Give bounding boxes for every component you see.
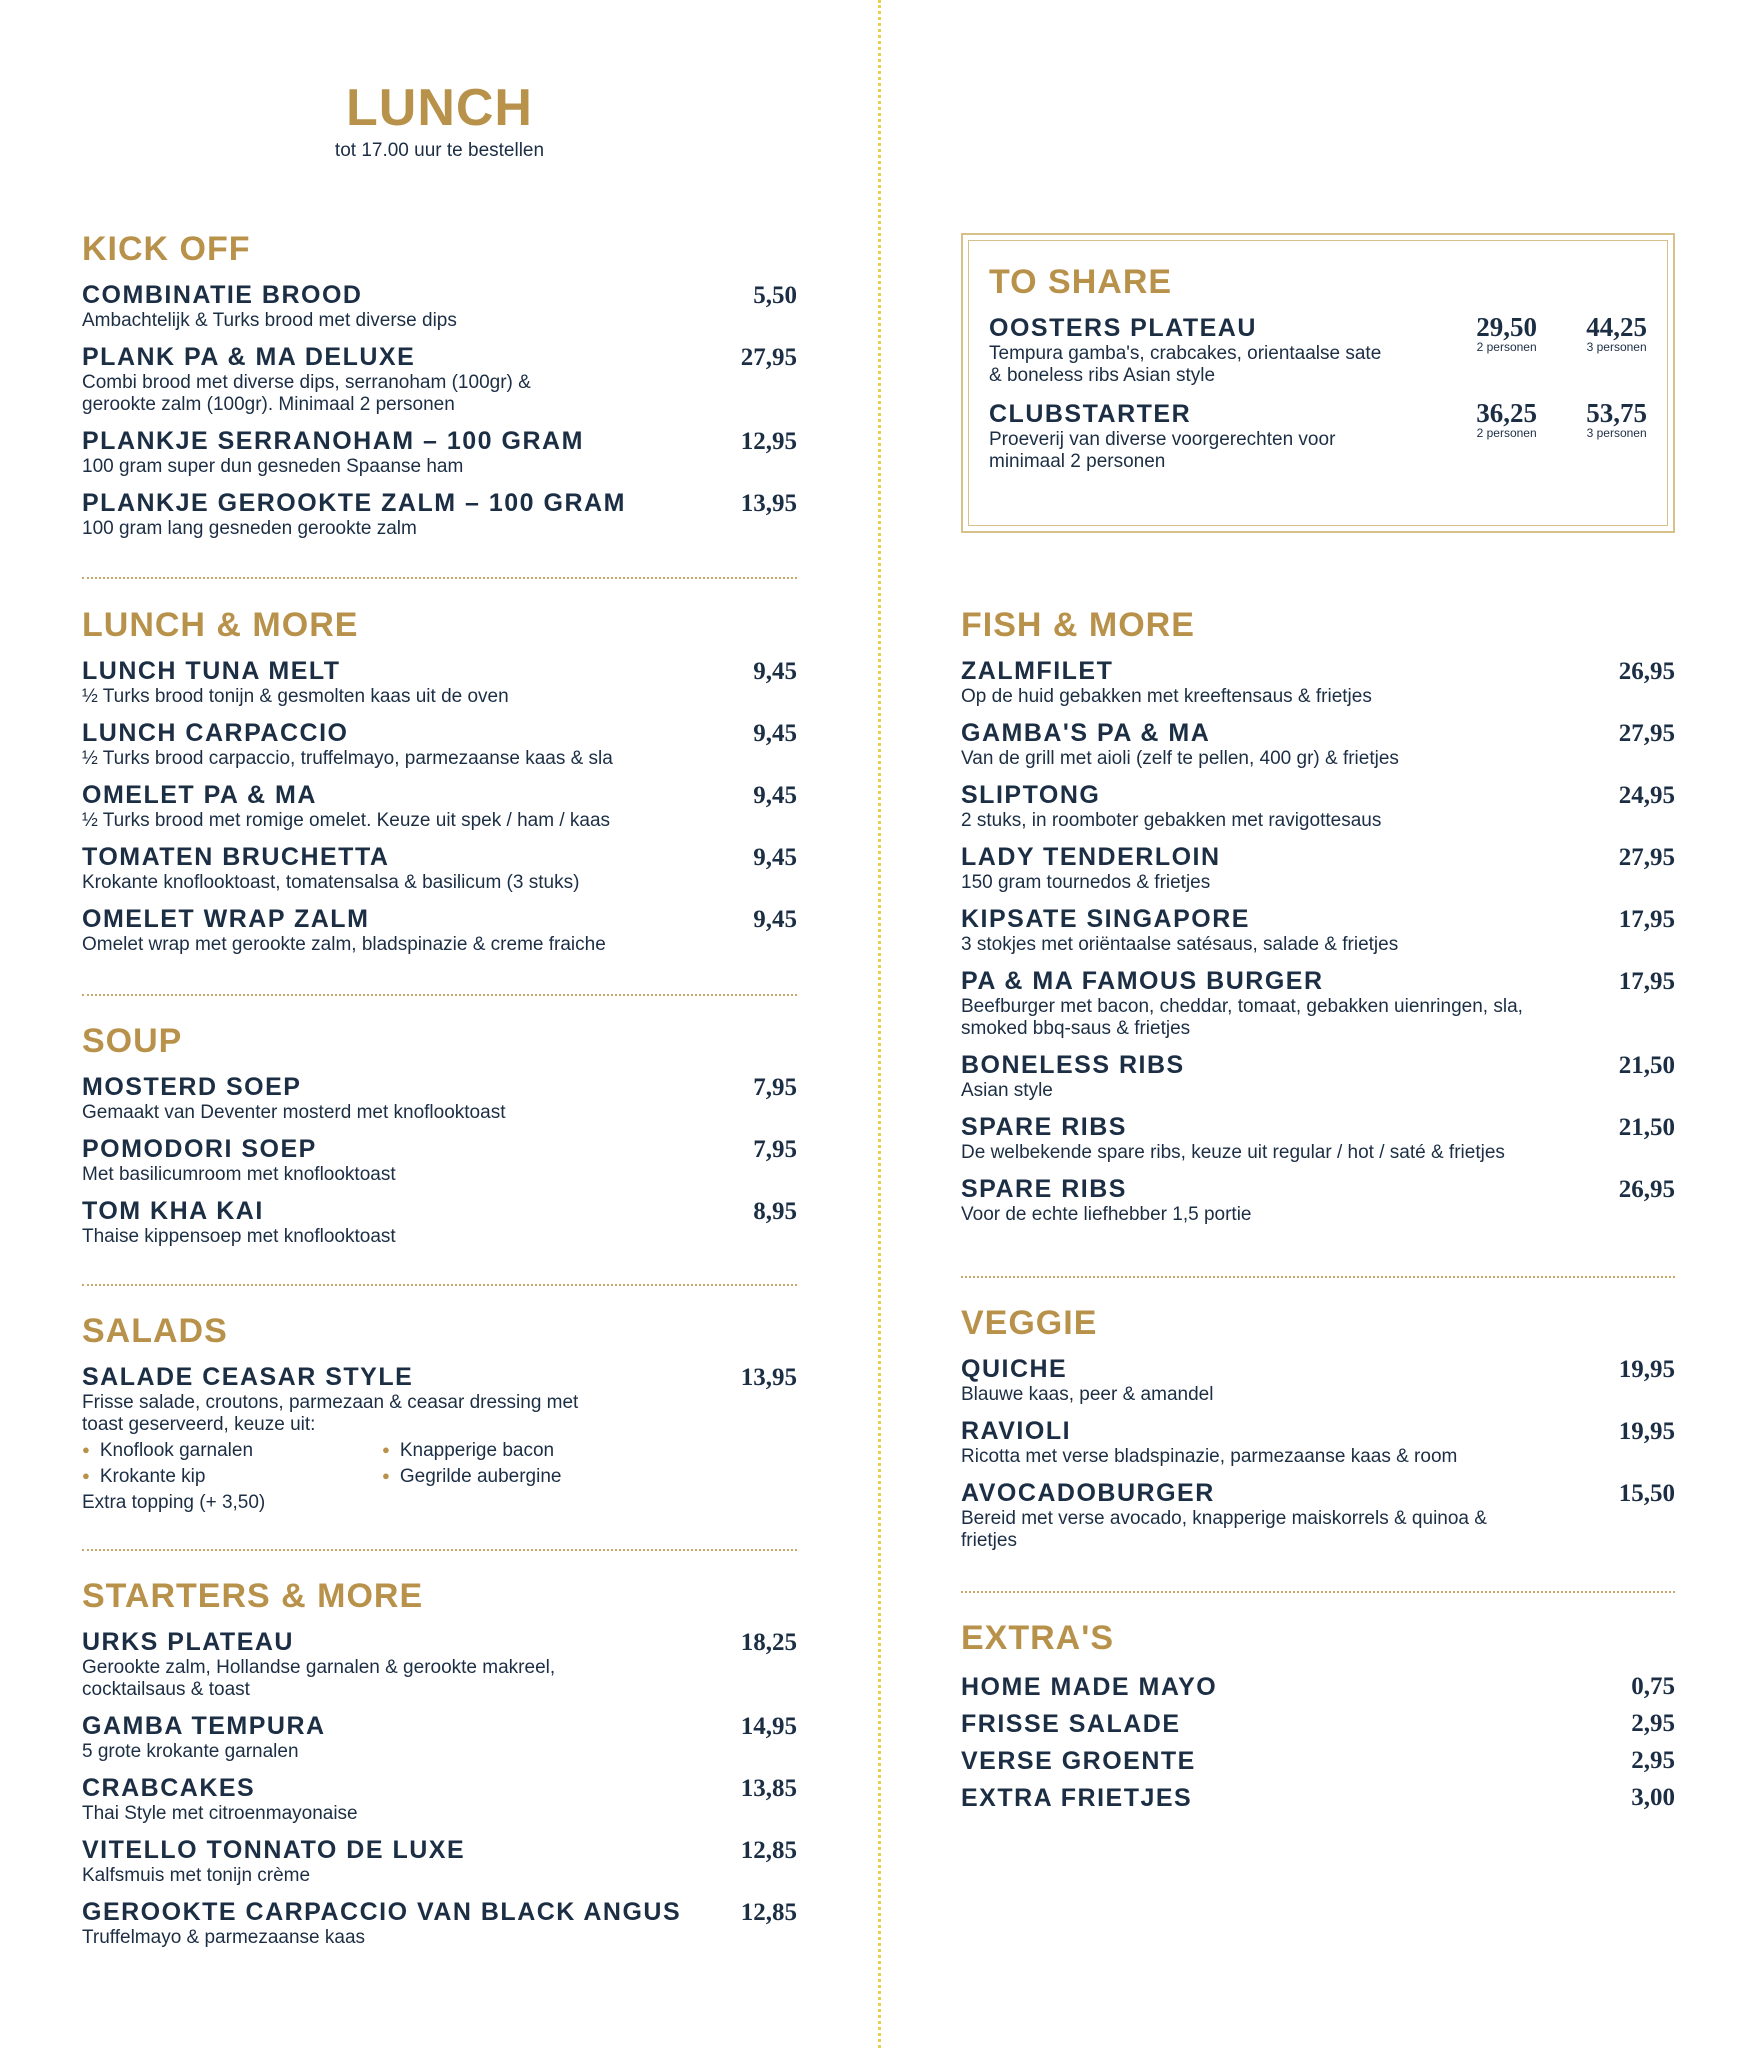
item-name: SPARE RIBS: [961, 1175, 1127, 1203]
item-price: 19,95: [1618, 1356, 1675, 1383]
menu-item: [961, 1354, 1675, 1406]
item-name: COMBINATIE BROOD: [82, 281, 363, 309]
menu-item: [961, 904, 1675, 956]
item-description: ½ Turks brood met romige omelet. Keuze uit spek / ham / kaas: [82, 810, 611, 831]
extra-item: [961, 1706, 1675, 1743]
item-name: VERSE GROENTE: [961, 1747, 1196, 1775]
persons-label: 3 personen: [1586, 426, 1647, 440]
item-price: 12,85: [740, 1837, 797, 1864]
item-price: 19,95: [1618, 1418, 1675, 1445]
section-title: VEGGIE: [961, 1304, 1098, 1342]
menu-item: [961, 718, 1675, 770]
item-description: Asian style: [961, 1080, 1053, 1101]
menu-item: [989, 399, 1647, 473]
item-name: KIPSATE SINGAPORE: [961, 905, 1250, 933]
item-price: 13,85: [740, 1775, 797, 1802]
item-price: 53,75: [1586, 398, 1647, 428]
extra-topping-note: Extra topping (+ 3,50): [82, 1492, 266, 1513]
section-starters-more: [82, 1579, 797, 1959]
item-description: Truffelmayo & parmezaanse kaas: [82, 1927, 366, 1948]
item-description: Gemaakt van Deventer mosterd met knoflooktoast: [82, 1102, 506, 1123]
menu-item: [989, 313, 1647, 387]
section-veggie: [961, 1306, 1675, 1562]
item-name: URKS PLATEAU: [82, 1628, 294, 1656]
item-description: 2 stuks, in roomboter gebakken met ravigottesaus: [961, 810, 1382, 831]
menu-item: [82, 1773, 797, 1825]
item-name: HOME MADE MAYO: [961, 1673, 1218, 1701]
item-price: 14,95: [740, 1713, 797, 1740]
item-price: 2,95: [1631, 1710, 1675, 1737]
item-price: 18,25: [740, 1629, 797, 1656]
item-description: Van de grill met aioli (zelf te pellen, 400 gr) & frietjes: [961, 748, 1399, 769]
section-title: SALADS: [82, 1312, 228, 1350]
item-description: De welbekende spare ribs, keuze uit regular / hot / saté & frietjes: [961, 1142, 1505, 1163]
extra-item: [961, 1743, 1675, 1780]
section-to-share: [989, 265, 1647, 485]
menu-item: [82, 656, 797, 708]
item-description: Voor de echte liefhebber 1,5 portie: [961, 1204, 1252, 1225]
item-description: Thai Style met citroenmayonaise: [82, 1803, 358, 1824]
item-description: Op de huid gebakken met kreeftensaus & frietjes: [961, 686, 1372, 707]
item-name: QUICHE: [961, 1355, 1068, 1383]
item-price: 8,95: [753, 1198, 797, 1225]
section-fish-more: [961, 608, 1675, 1236]
item-description: Thaise kippensoep met knoflooktoast: [82, 1226, 396, 1247]
item-price: 5,50: [753, 282, 797, 309]
item-price: 26,95: [1618, 1176, 1675, 1203]
persons-label: 3 personen: [1586, 340, 1647, 354]
item-name: LUNCH CARPACCIO: [82, 719, 349, 747]
menu-item: [82, 780, 797, 832]
section-title: EXTRA'S: [961, 1619, 1114, 1657]
item-description: Combi brood met diverse dips, serranoham (100gr) & gerookte zalm (100gr). Minimaal 2 personen: [82, 372, 531, 415]
item-name: GAMBA'S PA & MA: [961, 719, 1211, 747]
section-divider: [82, 994, 797, 996]
menu-item: [961, 1112, 1675, 1164]
section-divider: [82, 1284, 797, 1286]
item-price: 9,45: [753, 844, 797, 871]
item-price: 44,25: [1586, 312, 1647, 342]
topping-options: [82, 1438, 797, 1490]
item-description: Tempura gamba's, crabcakes, orientaalse sate & boneless ribs Asian style: [989, 343, 1382, 386]
menu-item: [82, 488, 797, 540]
item-description: Frisse salade, croutons, parmezaan & ceasar dressing met toast geserveerd, keuze uit:: [82, 1392, 579, 1435]
item-description: 100 gram super dun gesneden Spaanse ham: [82, 456, 464, 477]
menu-item: [82, 342, 797, 416]
item-price: 0,75: [1631, 1673, 1675, 1700]
item-name: SALADE CEASAR STYLE: [82, 1363, 414, 1391]
item-description: 3 stokjes met oriëntaalse satésaus, salade & frietjes: [961, 934, 1399, 955]
menu-item: [82, 718, 797, 770]
item-price: 36,25: [1476, 398, 1537, 428]
item-name: GEROOKTE CARPACCIO VAN BLACK ANGUS: [82, 1898, 682, 1926]
section-lunch-more: [82, 608, 797, 966]
section-salads: [82, 1314, 797, 1516]
item-name: PLANKJE SERRANOHAM – 100 GRAM: [82, 427, 584, 455]
section-title: SOUP: [82, 1022, 183, 1060]
topping-option: ● Knoflook garnalen: [82, 1438, 382, 1464]
item-description: 150 gram tournedos & frietjes: [961, 872, 1211, 893]
section-title: TO SHARE: [989, 263, 1173, 301]
item-price: 27,95: [1618, 720, 1675, 747]
item-description: Krokante knoflooktoast, tomatensalsa & basilicum (3 stuks): [82, 872, 580, 893]
topping-option: ● Gegrilde aubergine: [382, 1464, 682, 1490]
item-price: 3,00: [1631, 1784, 1675, 1811]
item-price: 24,95: [1618, 782, 1675, 809]
item-description: 100 gram lang gesneden gerookte zalm: [82, 518, 417, 539]
menu-item: [82, 842, 797, 894]
item-price: 26,95: [1618, 658, 1675, 685]
item-name: EXTRA FRIETJES: [961, 1784, 1193, 1812]
price-3-persons: [1586, 399, 1647, 439]
persons-label: 2 personen: [1476, 426, 1537, 440]
item-name: SPARE RIBS: [961, 1113, 1127, 1141]
section-title: KICK OFF: [82, 230, 251, 268]
section-title: LUNCH & MORE: [82, 606, 359, 644]
price-2-persons: [1476, 399, 1537, 439]
section-divider: [961, 1591, 1675, 1593]
item-price: 15,50: [1618, 1480, 1675, 1507]
item-name: FRISSE SALADE: [961, 1710, 1181, 1738]
menu-item: [82, 904, 797, 956]
item-price: 13,95: [740, 490, 797, 517]
item-name: CRABCAKES: [82, 1774, 256, 1802]
item-description: Proeverij van diverse voorgerechten voor minimaal 2 personen: [989, 429, 1336, 472]
menu-item: [961, 656, 1675, 708]
item-description: Ricotta met verse bladspinazie, parmezaanse kaas & room: [961, 1446, 1458, 1467]
item-name: AVOCADOBURGER: [961, 1479, 1215, 1507]
item-name: VITELLO TONNATO DE LUXE: [82, 1836, 466, 1864]
item-description: Gerookte zalm, Hollandse garnalen & gerookte makreel, cocktailsaus & toast: [82, 1657, 556, 1700]
item-price: 21,50: [1618, 1052, 1675, 1079]
item-name: CLUBSTARTER: [989, 400, 1192, 428]
persons-label: 2 personen: [1476, 340, 1537, 354]
item-name: OMELET WRAP ZALM: [82, 905, 370, 933]
section-divider: [82, 577, 797, 579]
menu-item: [961, 966, 1675, 1040]
menu-item: [961, 1050, 1675, 1102]
section-divider: [82, 1549, 797, 1551]
menu-item: [961, 842, 1675, 894]
item-price: 7,95: [753, 1074, 797, 1101]
item-price: 27,95: [1618, 844, 1675, 871]
item-price: 27,95: [740, 344, 797, 371]
menu-item: [82, 280, 797, 332]
item-price: 2,95: [1631, 1747, 1675, 1774]
item-price: 9,45: [753, 782, 797, 809]
menu-item: [82, 1072, 797, 1124]
item-price: 29,50: [1476, 312, 1537, 342]
item-price: 9,45: [753, 906, 797, 933]
item-price: 9,45: [753, 720, 797, 747]
page-title: LUNCH: [346, 79, 533, 137]
item-price: 9,45: [753, 658, 797, 685]
menu-item: [82, 1897, 797, 1949]
menu-item: [82, 1835, 797, 1887]
item-name: GAMBA TEMPURA: [82, 1712, 326, 1740]
item-name: PA & MA FAMOUS BURGER: [961, 967, 1324, 995]
item-name: LUNCH TUNA MELT: [82, 657, 341, 685]
item-name: SLIPTONG: [961, 781, 1101, 809]
extra-item: [961, 1780, 1675, 1817]
item-description: Blauwe kaas, peer & amandel: [961, 1384, 1214, 1405]
item-price: 7,95: [753, 1136, 797, 1163]
item-description: ½ Turks brood carpaccio, truffelmayo, parmezaanse kaas & sla: [82, 748, 613, 769]
item-name: OOSTERS PLATEAU: [989, 314, 1257, 342]
item-name: OMELET PA & MA: [82, 781, 317, 809]
price-3-persons: [1586, 313, 1647, 353]
section-divider: [961, 1276, 1675, 1278]
item-name: RAVIOLI: [961, 1417, 1072, 1445]
item-name: ZALMFILET: [961, 657, 1114, 685]
item-name: PLANKJE GEROOKTE ZALM – 100 GRAM: [82, 489, 626, 517]
item-name: TOMATEN BRUCHETTA: [82, 843, 390, 871]
menu-item: [82, 1627, 797, 1701]
to-share-box: [961, 233, 1675, 533]
item-description: 5 grote krokante garnalen: [82, 1741, 299, 1762]
item-name: BONELESS RIBS: [961, 1051, 1185, 1079]
item-price: 12,95: [740, 428, 797, 455]
page-subtitle: tot 17.00 uur te bestellen: [334, 140, 545, 161]
extra-item: [961, 1669, 1675, 1706]
item-description: Beefburger met bacon, cheddar, tomaat, gebakken uienringen, sla, smoked bbq-saus & frietjes: [961, 996, 1523, 1039]
item-price: 13,95: [740, 1364, 797, 1391]
item-description: Kalfsmuis met tonijn crème: [82, 1865, 311, 1886]
menu-item: [961, 1478, 1675, 1552]
item-name: LADY TENDERLOIN: [961, 843, 1221, 871]
menu-item: [82, 1362, 797, 1436]
center-divider: [878, 0, 881, 2048]
menu-item: [82, 426, 797, 478]
item-name: MOSTERD SOEP: [82, 1073, 302, 1101]
section-kick-off: [82, 232, 797, 550]
section-title: STARTERS & MORE: [82, 1577, 424, 1615]
menu-item: [961, 1416, 1675, 1468]
menu-item: [961, 1174, 1675, 1226]
menu-item: [82, 1711, 797, 1763]
item-description: Omelet wrap met gerookte zalm, bladspinazie & creme fraiche: [82, 934, 606, 955]
section-extras: [961, 1621, 1675, 1817]
menu-item: [961, 780, 1675, 832]
topping-option: ● Knapperige bacon: [382, 1438, 682, 1464]
item-name: PLANK PA & MA DELUXE: [82, 343, 416, 371]
item-description: ½ Turks brood tonijn & gesmolten kaas uit de oven: [82, 686, 509, 707]
section-soup: [82, 1024, 797, 1258]
item-description: Ambachtelijk & Turks brood met diverse dips: [82, 310, 457, 331]
item-price: 21,50: [1618, 1114, 1675, 1141]
item-name: POMODORI SOEP: [82, 1135, 317, 1163]
section-title: FISH & MORE: [961, 606, 1195, 644]
item-description: Met basilicumroom met knoflooktoast: [82, 1164, 396, 1185]
item-price: 17,95: [1618, 906, 1675, 933]
menu-item: [82, 1196, 797, 1248]
item-price: 12,85: [740, 1899, 797, 1926]
item-name: TOM KHA KAI: [82, 1197, 264, 1225]
item-price: 17,95: [1618, 968, 1675, 995]
price-2-persons: [1476, 313, 1537, 353]
menu-item: [82, 1134, 797, 1186]
topping-option: ● Krokante kip: [82, 1464, 382, 1490]
item-description: Bereid met verse avocado, knapperige maiskorrels & quinoa & frietjes: [961, 1508, 1487, 1551]
